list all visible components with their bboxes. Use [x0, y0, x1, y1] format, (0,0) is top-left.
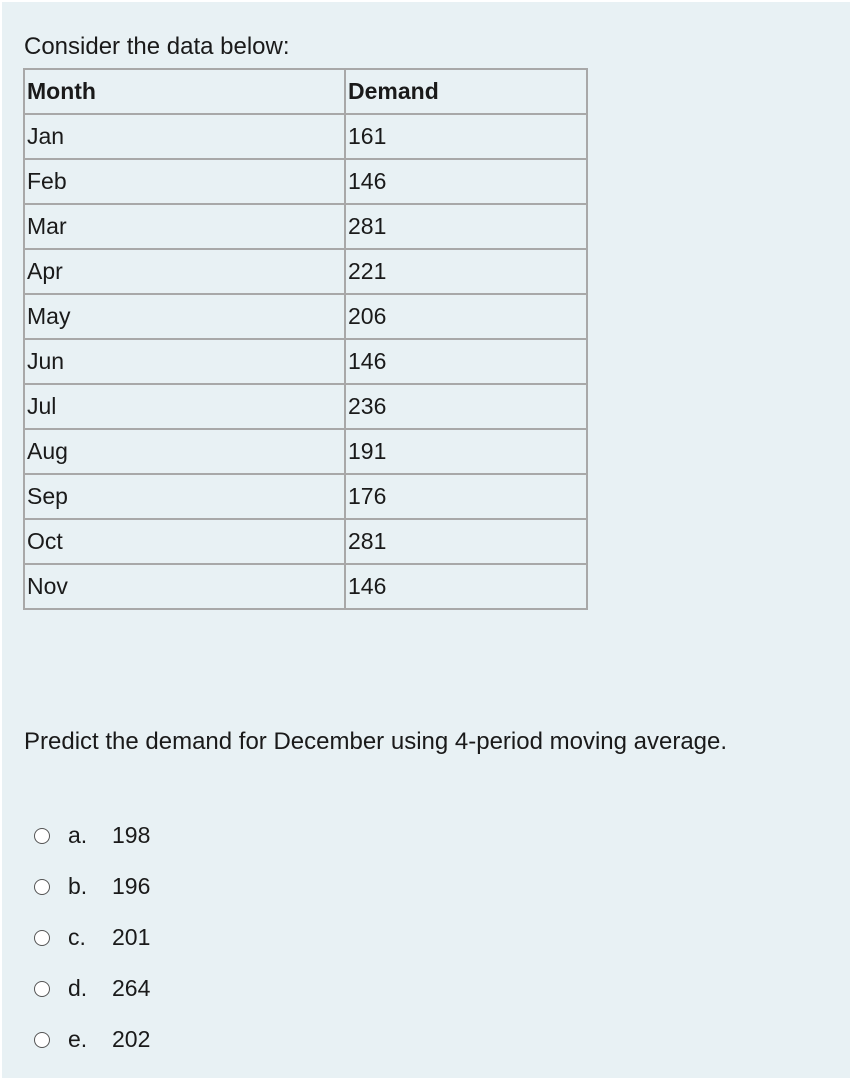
demand-cell: 161 [345, 114, 587, 159]
month-cell: Feb [24, 159, 345, 204]
month-cell: Mar [24, 204, 345, 249]
option-letter: a. [68, 822, 88, 848]
month-cell: Oct [24, 519, 345, 564]
table-row [24, 564, 587, 609]
option-letter: c. [68, 924, 86, 950]
table-header-row [24, 69, 587, 114]
demand-cell: 281 [345, 519, 587, 564]
demand-cell: 191 [345, 429, 587, 474]
demand-cell: 281 [345, 204, 587, 249]
table-row [24, 519, 587, 564]
answer-option-e[interactable] [34, 1014, 150, 1065]
table-row [24, 339, 587, 384]
month-cell: Sep [24, 474, 345, 519]
answer-option-d[interactable] [34, 963, 150, 1014]
table-row [24, 159, 587, 204]
question-panel [2, 2, 850, 1078]
demand-cell: 146 [345, 564, 587, 609]
option-value: 198 [112, 822, 151, 848]
option-value: 202 [112, 1026, 151, 1052]
table-row [24, 294, 587, 339]
demand-cell: 206 [345, 294, 587, 339]
radio-button[interactable] [34, 981, 50, 997]
month-cell: May [24, 294, 345, 339]
table-row [24, 114, 587, 159]
radio-button[interactable] [34, 879, 50, 895]
option-value: 196 [112, 873, 151, 899]
intro-text: Consider the data below: [24, 33, 290, 60]
option-letter: d. [68, 975, 88, 1001]
month-cell: Jul [24, 384, 345, 429]
demand-cell: 146 [345, 159, 587, 204]
table-row [24, 204, 587, 249]
answer-options [34, 810, 150, 1065]
radio-button[interactable] [34, 1032, 50, 1048]
table-row [24, 249, 587, 294]
demand-cell: 221 [345, 249, 587, 294]
demand-cell: 176 [345, 474, 587, 519]
option-value: 264 [112, 975, 151, 1001]
table-row [24, 474, 587, 519]
option-value: 201 [112, 924, 151, 950]
month-cell: Apr [24, 249, 345, 294]
month-cell: Nov [24, 564, 345, 609]
data-table [23, 68, 588, 610]
radio-button[interactable] [34, 930, 50, 946]
radio-button[interactable] [34, 828, 50, 844]
demand-cell: 236 [345, 384, 587, 429]
month-cell: Jan [24, 114, 345, 159]
question-text: Predict the demand for December using 4-period moving average. [24, 728, 728, 755]
column-header-demand: Demand [345, 69, 587, 114]
answer-option-c[interactable] [34, 912, 150, 963]
option-letter: b. [68, 873, 88, 899]
table-row [24, 384, 587, 429]
answer-option-a[interactable] [34, 810, 150, 861]
month-cell: Aug [24, 429, 345, 474]
option-letter: e. [68, 1026, 88, 1052]
demand-cell: 146 [345, 339, 587, 384]
table-row [24, 429, 587, 474]
column-header-month: Month [24, 69, 345, 114]
month-cell: Jun [24, 339, 345, 384]
answer-option-b[interactable] [34, 861, 150, 912]
